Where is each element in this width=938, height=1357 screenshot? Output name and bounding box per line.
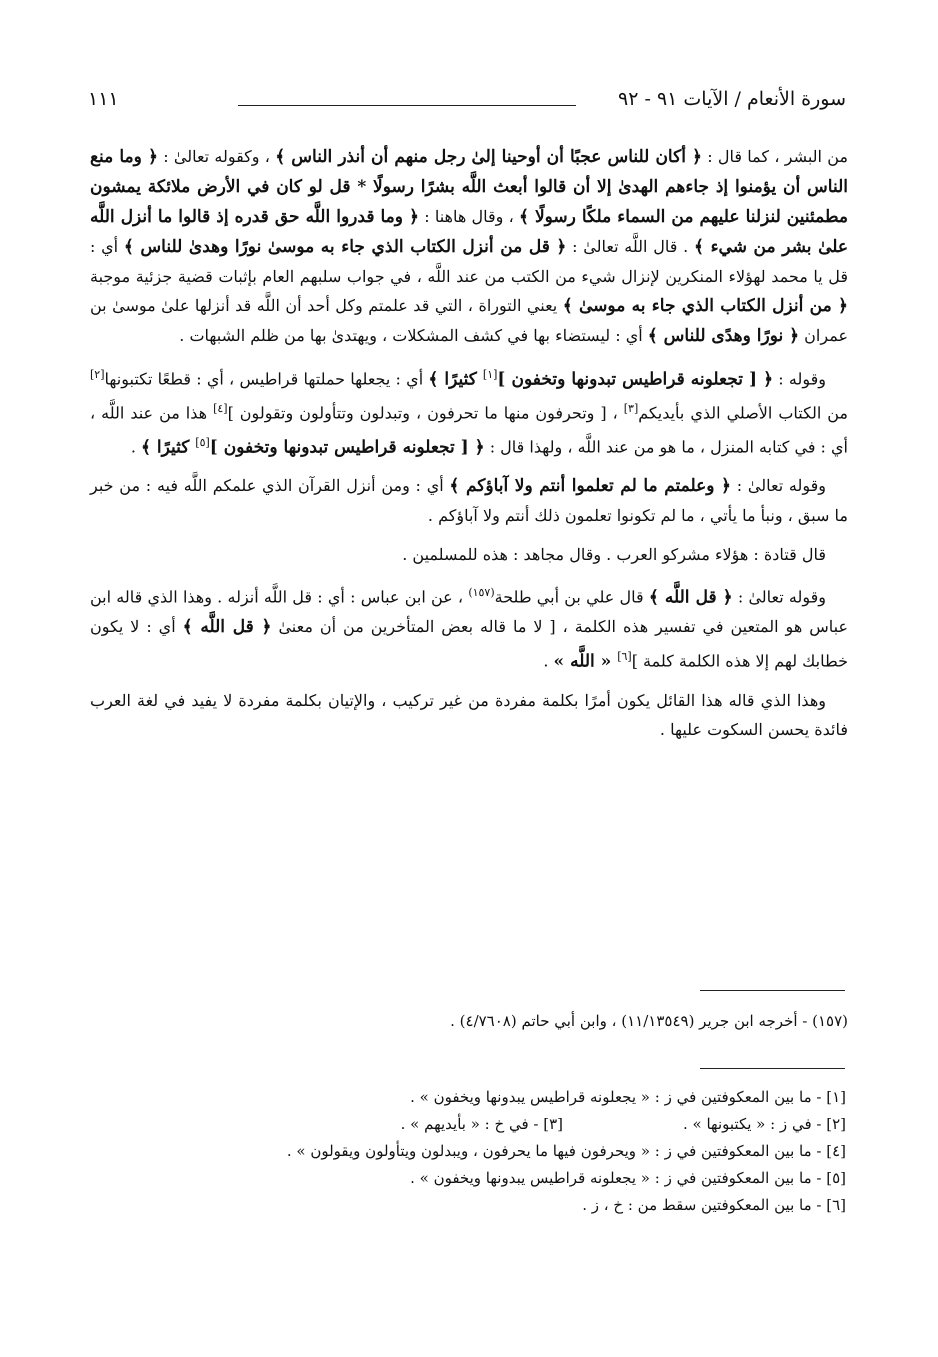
note-line	[80, 1111, 846, 1138]
text-run: .	[543, 651, 554, 671]
footnote-marker: [٤]	[213, 402, 228, 416]
paragraph	[90, 686, 848, 744]
text-run: ، وكقوله تعالىٰ :	[157, 147, 276, 166]
notes-separator	[700, 1068, 845, 1069]
text-run: أي : يجعلها حملتها قراطيس ، أي : قطعًا تكتبونها	[104, 369, 429, 389]
text-run: .	[130, 436, 142, 456]
page-header	[88, 88, 846, 118]
note-text: [٢] - في ز : « يكتبونها » .	[683, 1115, 846, 1133]
text-run: يعني التوراة ، التي قد علمتم وكل أحد أن اللَّه قد أنزلها علىٰ موسىٰ بن عمران	[90, 296, 848, 345]
note-line	[80, 1084, 846, 1111]
text-run: وهذا الذي قاله هذا القائل يكون أمرًا بكلمة مفردة من غير تركيب ، والإتيان بكلمة مفردة لا يفيد في لغة العرب فائدة يحسن السكوت عليها .	[90, 690, 848, 739]
quran-quote: ﴿ أكان للناس عجبًا أن أوحينا إلىٰ رجل منهم أن أنذر الناس ﴾	[275, 147, 702, 167]
header-rule	[238, 105, 576, 106]
quran-quote: ﴿ وما منع الناس أن يؤمنوا إذ جاءهم الهدىٰ إلا أن قالوا أبعث اللَّه بشرًا رسولًا * قل لو كان في الأرض ملائكة يمشون مطمئنين لنزلنا عليهم من السماء ملكًا رسولًا ﴾	[90, 147, 849, 227]
paragraph	[90, 540, 848, 569]
running-title: سورة الأنعام / الآيات ٩١ - ٩٢	[618, 88, 846, 110]
quran-quote: ﴿ وما قدروا اللَّه حق قدره إذ قالوا ما أنزل اللَّه علىٰ بشر من شيء ﴾	[90, 207, 849, 257]
text-run: وقوله :	[773, 369, 826, 389]
quran-quote: ﴿ نورًا وهدًى للناس ﴾	[647, 326, 800, 346]
note-text: [٦] - ما بين المعكوفتين سقط من : خ ، ز .	[582, 1196, 846, 1214]
text-run: أي : قل يا محمد لهؤلاء المنكرين لإنزال شيء من الكتب من عند اللَّه ، في جواب سلبهم العام بإثبات قضية جزئية موجبة	[90, 237, 848, 286]
main-text	[90, 142, 848, 744]
text-run: وقوله تعالىٰ :	[732, 587, 827, 607]
text-run: وقوله تعالىٰ :	[731, 475, 827, 495]
page-number: ١١١	[88, 88, 119, 110]
quran-quote: ﴿ [ تجعلونه قراطيس تبدونها وتخفون ]	[209, 436, 485, 457]
quran-quote: ﴿ قل من أنزل الكتاب الذي جاء به موسىٰ نورًا وهدىٰ للناس ﴾	[123, 237, 567, 257]
source-footnote: (١٥٧) - أخرجه ابن جرير (١١/١٣٥٤٩) ، وابن أبي حاتم (٤/٧٦٠٨) .	[450, 1012, 848, 1030]
quran-quote: ﴿ قل اللَّه ﴾	[182, 617, 272, 638]
quran-quote: كثيرًا ﴾	[428, 369, 483, 390]
quran-quote: ﴿ قل اللَّه ﴾	[648, 587, 733, 608]
quran-quote: ﴿ وعلمتم ما لم تعلموا أنتم ولا آباؤكم ﴾	[449, 475, 732, 496]
quran-quote: « اللَّه »	[553, 651, 618, 672]
footnote-marker: [٢]	[90, 368, 105, 381]
quran-quote: كثيرًا ﴾	[141, 436, 196, 457]
paragraph	[90, 578, 848, 677]
text-run: قال قتادة : هؤلاء مشركو العرب . وقال مجاهد : هذه للمسلمين .	[402, 544, 826, 564]
quran-quote: ﴿ من أنزل الكتاب الذي جاء به موسىٰ ﴾	[562, 296, 848, 316]
text-run: أي : ليستضاء بها في كشف المشكلات ، ويهتدىٰ بها من ظلم الشبهات .	[179, 326, 648, 345]
note-text: [٥] - ما بين المعكوفتين في ز : « يجعلونه قراطيس يبدونها ويخفون » .	[410, 1169, 846, 1187]
text-run: من الكتاب الأصلي الذي بأيديكم	[638, 403, 848, 423]
footnote-marker: [٥]	[195, 435, 210, 449]
paragraph	[90, 360, 848, 462]
text-run: هذا من عند اللَّه ، أي : في كتابه المنزل ، ما هو من عند اللَّه ، ولهذا قال :	[90, 403, 848, 456]
text-run: ، عن ابن عباس : أي : قل اللَّه أنزله . وهذا الذي قاله ابن عباس هو المتعين في تفسير هذه الكلمة ، [ لا ما قاله بعض المتأخرين من أن معنىٰ	[90, 587, 848, 637]
note-text: [١] - ما بين المعكوفتين في ز : « يجعلونه قراطيس يبدونها ويخفون » .	[410, 1088, 846, 1106]
footnote-marker: [٣]	[623, 402, 639, 416]
note-text: [٣] - في خ : « بأيديهم » .	[400, 1115, 563, 1133]
footnote-marker: [٦]	[617, 650, 632, 664]
paragraph	[90, 471, 848, 530]
text-run: أي : لا يكون خطابك لهم إلا هذه الكلمة كلمة ]	[90, 617, 848, 671]
footnote-separator	[700, 990, 845, 991]
note-line	[80, 1138, 846, 1165]
quran-quote: ﴿ [ تجعلونه قراطيس تبدونها وتخفون ]	[497, 369, 774, 390]
text-run: . قال اللَّه تعالىٰ :	[566, 237, 695, 256]
text-run: قال علي بن أبي طلحة	[494, 587, 649, 607]
paragraph	[90, 142, 848, 351]
text-run: من البشر ، كما قال :	[701, 147, 849, 166]
footnote-marker: [١]	[482, 368, 498, 381]
footnote-marker: (١٥٧)	[468, 585, 495, 599]
note-line	[80, 1192, 846, 1219]
text-run: ، [ وتحرفون منها ما تحرفون ، وتبدلون وتتأولون وتقولون ]	[227, 403, 624, 423]
variant-notes	[80, 1084, 846, 1219]
text-run: أي : ومن أنزل القرآن الذي علمكم اللَّه فيه : من خبر ما سبق ، ونبأ ما يأتي ، ما لم تكونوا تعلمون ذلك أنتم ولا آباؤكم .	[90, 475, 848, 525]
note-text: [٤] - ما بين المعكوفتين في ز : « ويحرفون فيها ما يحرفون ، ويبدلون ويتأولون ويقولون » .	[286, 1142, 846, 1160]
text-run: ، وقال هاهنا :	[419, 207, 519, 226]
note-line	[80, 1165, 846, 1192]
